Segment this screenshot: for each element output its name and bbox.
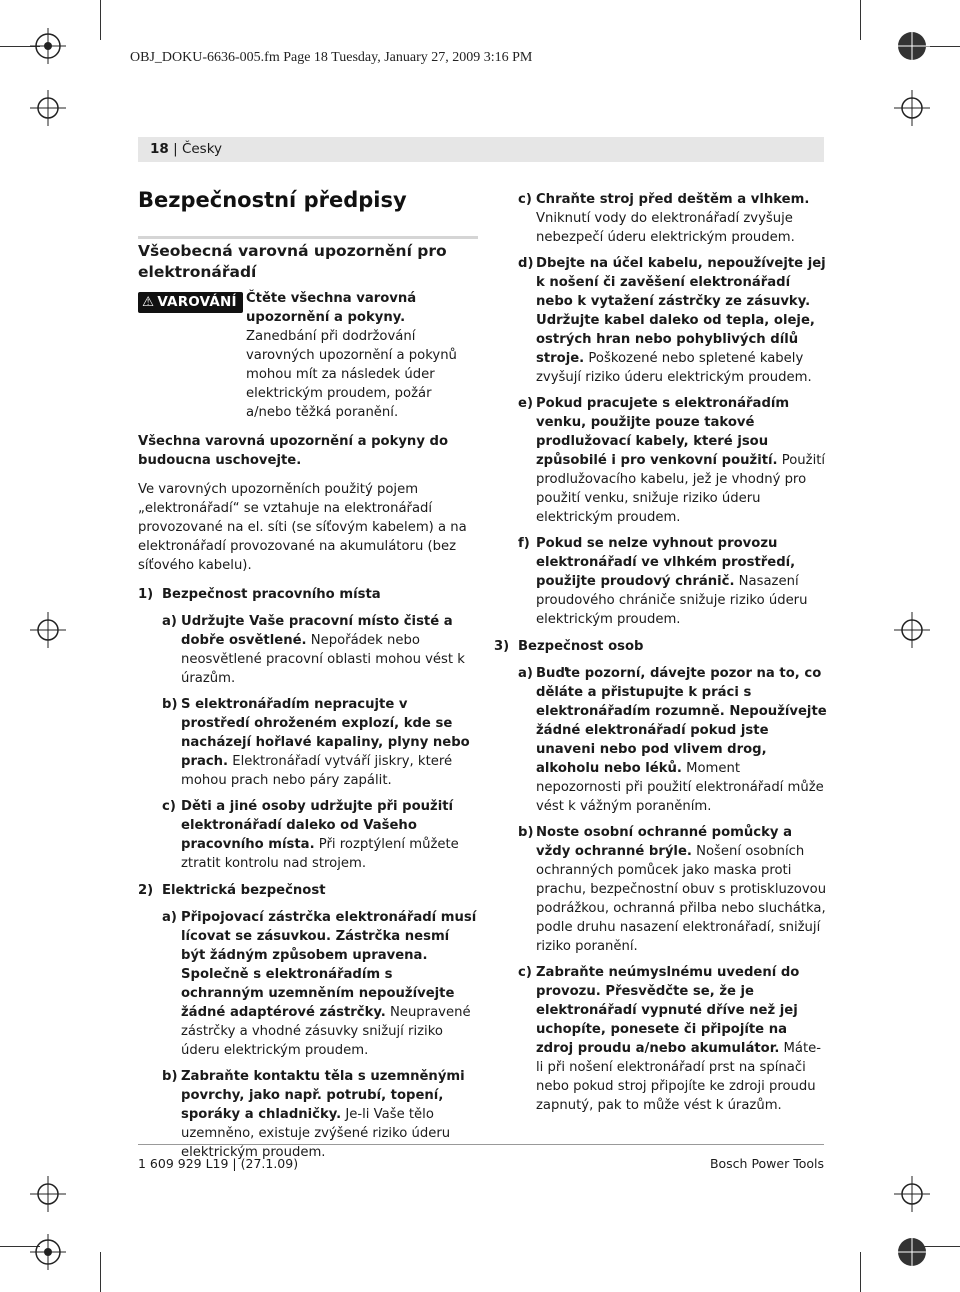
section-heading: Všeobecná varovná upozornění pro elektronářadí [138,236,478,289]
list-item [518,394,828,527]
crop-mark [860,0,861,40]
section-3-heading [494,637,828,656]
warning-bold: Čtěte všechna varovná upozornění a pokyny. [246,291,417,325]
registration-mark-icon [894,90,930,126]
item-instruction: Buďte pozorní, dávejte pozor na to, co děláte a přistupujte k práci s elektronářadím rozumně. Nepoužívejte žádné elektronářadí pokud jste unaveni nebo pod vlivem drog, alkoholu nebo léků. [536,666,827,776]
section-3-items [518,664,828,1115]
section-2-heading [138,881,478,900]
item-explanation: Při rozptýlení můžete ztratit kontrolu nad strojem. [181,837,459,871]
registration-mark-icon [30,28,66,64]
keep-instructions: Všechna varovná upozornění a pokyny do budoucna uschovejte. [138,434,449,468]
registration-mark-icon [30,90,66,126]
item-letter: b) [162,1069,178,1084]
list-item [138,612,478,688]
header-separator: | [173,141,182,157]
section-number: 1) [138,587,154,602]
list-item [138,797,478,873]
registration-mark-icon [30,1234,66,1270]
list-item [518,963,828,1115]
left-column [138,240,478,1169]
registration-mark-icon [894,612,930,648]
warning-body: Zanedbání při dodržování varovných upozornění a pokynů mohou mít za následek úder elektrickým proudem, požár a/nebo těžká poranění. [246,329,457,420]
warning-triangle-icon: ⚠ [142,294,155,310]
item-instruction: Připojovací zástrčka elektronářadí musí lícovat se zásuvkou. Zástrčka nesmí být žádným způsobem upravena. Společně s elektronářadím s ochranným uzemněním nepoužívejte žádné adaptérové zástrčky. [181,910,477,1020]
page-title: Bezpečnostní předpisy [138,188,407,212]
section-number: 3) [494,639,510,654]
crop-mark [100,0,101,40]
section-1-heading [138,585,478,604]
item-instruction: Zabraňte kontaktu těla s uzemněnými povrchy, jako např. potrubí, topení, sporáky a chladničky. [181,1069,465,1122]
list-item [518,534,828,629]
page-header-bar [138,137,824,162]
item-explanation: Poškozené nebo spletené kabely zvyšují riziko úderu elektrickým proudem. [536,351,812,385]
term-definition: Ve varovných upozorněních použitý pojem „elektronářadí“ se vztahuje na elektronářadí provozované na el. síti (se síťovým kabelem) a na elektronářadí provozované na akumulátoru (bez síťového kabelu). [138,482,467,573]
section-title: Bezpečnost osob [518,639,644,654]
warning-paragraph [138,289,478,422]
item-explanation: Neupravené zástrčky a vhodné zásuvky snižují riziko úderu elektrickým proudem. [181,1005,471,1058]
item-instruction: S elektronářadím nepracujte v prostředí ohroženém explozí, kde se nacházejí hořlavé kapaliny, plyny nebo prach. [181,697,470,769]
item-explanation: Máte-li při nošení elektronářadí prst na spínači nebo pokud stroj připojíte ke zdroji proudu zapnutý, pak to může vést k úrazům. [536,1041,822,1113]
footer-doc-number: 1 609 929 L19 | (27.1.09) [138,1156,299,1171]
section-2-items [138,908,478,1162]
item-letter: d) [518,256,534,271]
section-1-items [138,612,478,873]
item-letter: a) [518,666,533,681]
item-letter: c) [518,192,532,207]
item-explanation: Vniknutí vody do elektronářadí zvyšuje nebezpečí úderu elektrickým proudem. [536,211,795,245]
section-title: Elektrická bezpečnost [162,883,326,898]
page-number: 18 [150,141,169,157]
print-slug: OBJ_DOKU-6636-005.fm Page 18 Tuesday, January 27, 2009 3:16 PM [130,50,533,65]
list-item [138,695,478,790]
item-instruction: Pokud se nelze vyhnout provozu elektronářadí ve vlhkém prostředí, použijte proudový chránič. [536,536,796,589]
registration-mark-icon [894,1234,930,1270]
section-title: Bezpečnost pracovního místa [162,587,381,602]
list-item [518,823,828,956]
item-instruction: Dbejte na účel kabelu, nepoužívejte jej k nošení či zavěšení elektronářadí nebo k vytažení zástrčky ze zásuvky. Udržujte kabel daleko od tepla, oleje, ostrých hran nebo pohyblivých dílů stroje. [536,256,826,366]
header-language: Česky [181,141,223,157]
item-instruction: Noste osobní ochranné pomůcky a vždy ochranné brýle. [536,825,792,859]
item-instruction: Pokud pracujete s elektronářadím venku, použijte pouze takové prodlužovací kabely, které jsou způsobilé i pro venkovní použití. [536,396,790,468]
item-letter: c) [162,799,176,814]
item-letter: c) [518,965,532,980]
footer-rule [138,1144,824,1145]
item-explanation: Moment nepozornosti při použití elektronářadí může vést k vážným poraněním. [536,761,824,814]
list-item [138,908,478,1060]
item-explanation: Nošení osobních ochranných pomůcek jako maska proti prachu, bezpečnostní obuv s protiskluzovou podrážkou, ochranná přilba nebo sluchátka, podle druhu nasazení elektronářadí, snižují riziko poranění. [536,844,827,954]
item-instruction: Udržujte Vaše pracovní místo čisté a dobře osvětlené. [181,614,453,648]
item-explanation: Použití prodlužovacího kabelu, jež je vhodný pro použití venku, snižuje riziko úderu elektrickým proudem. [536,453,826,525]
item-explanation: Nepořádek nebo neosvětlené pracovní oblasti mohou vést k úrazům. [181,633,465,686]
page-header [150,141,222,157]
item-instruction: Chraňte stroj před deštěm a vlhkem. [536,192,810,207]
right-column [494,190,828,1122]
registration-mark-icon [894,28,930,64]
item-letter: f) [518,536,530,551]
list-item [138,1067,478,1162]
registration-mark-icon [30,1176,66,1212]
item-explanation: Je-li Vaše tělo uzemněno, existuje zvýšené riziko úderu elektrickým proudem. [181,1107,451,1160]
item-explanation: Elektronářadí vytváří jiskry, které mohou prach nebo páry zapálit. [181,754,453,788]
footer-brand: Bosch Power Tools [709,1156,824,1171]
warning-label: VAROVÁNÍ [157,294,237,310]
list-item [518,190,828,247]
item-instruction: Děti a jiné osoby udržujte při použití elektronářadí daleko od Vašeho pracovního místa. [181,799,454,852]
item-instruction: Zabraňte neúmyslnému uvedení do provozu. Přesvědčte se, že je elektronářadí vypnuté dříve než jej uchopíte, ponesete či připojíte na zdroj proudu a/nebo akumulátor. [536,965,800,1056]
item-letter: e) [518,396,533,411]
list-item [518,664,828,816]
registration-mark-icon [30,612,66,648]
section-number: 2) [138,883,154,898]
item-explanation: Nasazení proudového chrániče snižuje riziko úderu elektrickým proudem. [536,574,808,627]
section-2-items-continued [518,190,828,629]
item-letter: a) [162,614,177,629]
item-letter: b) [518,825,534,840]
crop-mark [860,1252,861,1292]
list-item [518,254,828,387]
crop-mark [100,1252,101,1292]
item-letter: b) [162,697,178,712]
warning-badge [138,292,243,313]
item-letter: a) [162,910,177,925]
registration-mark-icon [894,1176,930,1212]
